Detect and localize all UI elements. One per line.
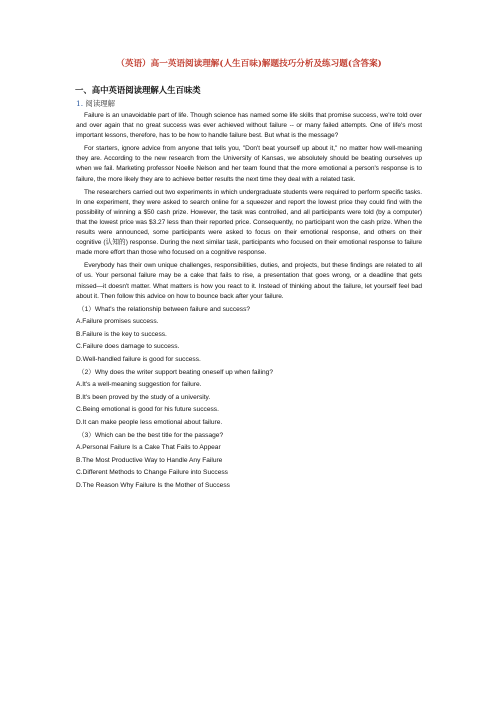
answer-option: D.Well-handled failure is good for success. [76, 356, 201, 364]
question-stem: （3）Which can be the best title for the passage? [78, 431, 224, 439]
passage-paragraph: Failure is an unavoidable part of life. Though science has named some life skills that promise success, we're told over and over again that no great success was ever achieved without failure -- or many failed attempts. One of life's most important lessons, therefore, has to be how to handle failure best. But what is the message? [76, 112, 422, 140]
document-page [76, 52, 422, 494]
question-block [76, 368, 422, 428]
passage-paragraph: For starters, ignore advice from anyone that tells you, "Don't beat yourself up about it," no matter how well-meaning they are. According to the new research from the University of Kansas, we absolutely should be beating ourselves up when we fail. Marketing professor Noelle Nelson and her team found that the more emotional a person's response is to failure, the more likely they are to achieve better results the next time they deal with a related task. [76, 145, 422, 183]
answer-option: D.It can make people less emotional about failure. [76, 419, 223, 427]
answer-option: A.Personal Failure Is a Cake That Fails to Appear [76, 444, 221, 452]
question-block [76, 305, 422, 365]
answer-option: C.Failure does damage to success. [76, 343, 180, 351]
question-stem: （2）Why does the writer support beating oneself up when failing? [78, 368, 273, 376]
question-number: 1. [76, 99, 84, 108]
answer-option: A.It's a well-meaning suggestion for failure. [76, 381, 202, 389]
question-type: 阅读理解 [85, 99, 115, 108]
question-heading [76, 98, 422, 109]
document-title: （英语）高一英语阅读理解(人生百味)解题技巧分析及练习题(含答案) [116, 59, 382, 69]
answer-option: A.Failure promises success. [76, 318, 159, 326]
answer-option: C.Being emotional is good for his future success. [76, 406, 219, 414]
section-heading: 一、高中英语阅读理解人生百味类 [75, 85, 201, 95]
question-block [76, 431, 422, 491]
answer-option: D.The Reason Why Failure Is the Mother of Success [76, 482, 230, 489]
answer-option: C.Different Methods to Change Failure into Success [76, 469, 228, 477]
answer-option: B.It's been proved by the study of a university. [76, 393, 211, 401]
answer-option: B.Failure is the key to success. [76, 330, 167, 338]
answer-option: B.The Most Productive Way to Handle Any Failure [76, 456, 223, 464]
passage-paragraph: Everybody has their own unique challenges, responsibilities, duties, and projects, but these findings are related to all of us. Your personal failure may be a cake that fails to rise, a presentation that goes wrong, or a deadline that gets missed—it doesn't matter. What matters is how you react to it. Instead of thinking about the failure, let yourself feel bad about it. Then follow this advice on how to bounce back after your failure. [76, 262, 422, 300]
passage-paragraph: The researchers carried out two experiments in which undergraduate students were required to perform specific tasks. In one experiment, they were asked to search online for a squeezer and report the lowest price they could find with the possibility of winning a $50 cash prize. However, the task was controlled, and all participants were told (by a computer) that the lowest price was $3.27 less than their reported price. Consequently, no participant won the cash prize. When the results were announced, some participants were asked to focus on their emotional response, and others on their cognitive (认知的) response. During the next similar task, participants who focused on their emotional response to failure made more effort than those who focused on a cognitive response. [76, 188, 422, 257]
question-stem: （1）What's the relationship between failure and success? [78, 305, 251, 313]
